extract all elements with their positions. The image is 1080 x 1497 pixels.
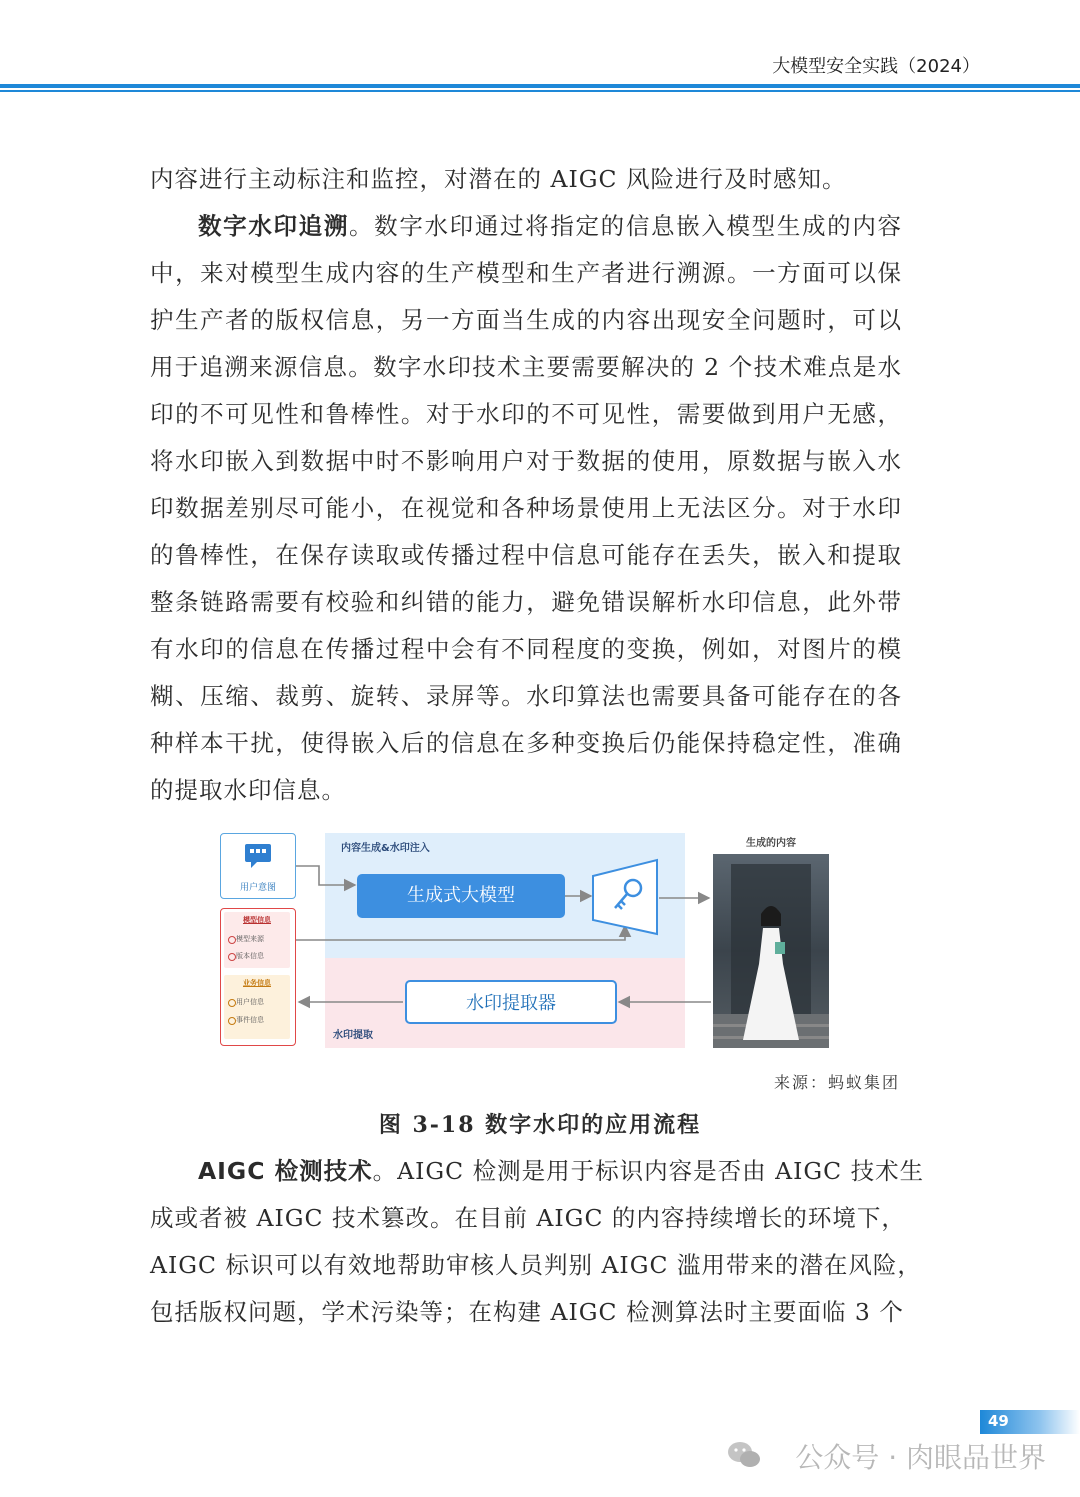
paragraph-line: 中，来对模型生成内容的生产模型和生产者进行溯源。一方面可以保 bbox=[150, 259, 902, 287]
paragraph-line bbox=[150, 203, 902, 250]
business-info-item: 用户信息 bbox=[236, 998, 264, 1006]
header-rule-thick bbox=[0, 84, 1080, 88]
woman-figure-illustration bbox=[713, 854, 829, 1048]
paragraph-line: AIGC 标识可以有效地帮助审核人员判别 AIGC 滥用带来的潜在风险， bbox=[150, 1251, 922, 1279]
paragraph-line: 的提取水印信息。 bbox=[150, 776, 346, 804]
page-number-bar bbox=[980, 1410, 1080, 1434]
paragraph-line: 印数据差别尽可能小，在视觉和各种场景使用上无法区分。对于水印 bbox=[150, 494, 902, 522]
arrow-user-to-model bbox=[296, 866, 355, 885]
figure-caption: 图 3-18 数字水印的应用流程 bbox=[378, 1112, 702, 1138]
paragraph-1 bbox=[150, 156, 902, 203]
generated-image bbox=[713, 854, 829, 1048]
watermark-extractor-box: 水印提取器 bbox=[405, 980, 617, 1024]
paragraph-line: 种样本干扰，使得嵌入后的信息在多种变换后仍能保持稳定性，准确 bbox=[150, 729, 902, 757]
paragraph-text: 。数字水印通过将指定的信息嵌入模型生成的内容 bbox=[349, 212, 902, 240]
figure-source: 来源：蚂蚁集团 bbox=[773, 1073, 900, 1092]
paragraph-lead: AIGC 检测技术 bbox=[198, 1157, 373, 1185]
paragraph-line: 糊、压缩、裁剪、旋转、录屏等。水印算法也需要具备可能存在的各 bbox=[150, 682, 902, 710]
paragraph-line: 内容进行主动标注和监控，对潜在的 AIGC 风险进行及时感知。 bbox=[150, 165, 847, 193]
injection-panel-label: 内容生成&水印注入 bbox=[341, 843, 430, 854]
model-info-title: 模型信息 bbox=[243, 916, 271, 924]
paragraph-text: 。AIGC 检测是用于标识内容是否由 AIGC 技术生 bbox=[372, 1157, 925, 1185]
paragraph-line: 的鲁棒性，在保存读取或传播过程中信息可能存在丢失，嵌入和提取 bbox=[150, 541, 902, 569]
paragraph-line: 用于追溯来源信息。数字水印技术主要需要解决的 2 个技术难点是水 bbox=[150, 353, 902, 381]
page-number: 49 bbox=[988, 1412, 1009, 1430]
model-info-item: 版本信息 bbox=[236, 952, 264, 960]
business-info-title: 业务信息 bbox=[243, 979, 271, 987]
paragraph-line: 整条链路需要有校验和纠错的能力，避免错误解析水印信息，此外带 bbox=[150, 588, 902, 616]
paragraph-line: 护生产者的版权信息，另一方面当生成的内容出现安全问题时，可以 bbox=[150, 306, 902, 334]
header-rule-thin bbox=[0, 90, 1080, 92]
output-label: 生成的内容 bbox=[746, 838, 796, 849]
generative-model-box: 生成式大模型 bbox=[357, 874, 565, 918]
arrow-info-to-key bbox=[296, 926, 625, 940]
paragraph-line: 有水印的信息在传播过程中会有不同程度的变换，例如，对图片的模 bbox=[150, 635, 902, 663]
footer-watermark: 公众号 · 肉眼品世界 bbox=[795, 1441, 1046, 1474]
extraction-panel-label: 水印提取 bbox=[333, 1030, 373, 1041]
header-title: 大模型安全实践（2024） bbox=[772, 56, 980, 77]
paragraph-line bbox=[150, 1148, 925, 1195]
paragraph-line: 包括版权问题，学术污染等；在构建 AIGC 检测算法时主要面临 3 个 bbox=[150, 1298, 904, 1326]
paragraph-line: 将水印嵌入到数据中时不影响用户对于数据的使用，原数据与嵌入水 bbox=[150, 447, 902, 475]
model-info-item: 模型来源 bbox=[236, 935, 264, 943]
user-intent-label: 用户意图 bbox=[239, 883, 276, 893]
paragraph-3 bbox=[150, 1148, 925, 1336]
business-info-item: 事件信息 bbox=[236, 1016, 264, 1024]
wechat-icon bbox=[726, 1440, 762, 1470]
paragraph-line: 印的不可见性和鲁棒性。对于水印的不可见性，需要做到用户无感， bbox=[150, 400, 902, 428]
paragraph-line: 成或者被 AIGC 技术篡改。在目前 AIGC 的内容持续增长的环境下， bbox=[150, 1204, 906, 1232]
watermark-flow-diagram bbox=[215, 818, 845, 1054]
paragraph-lead: 数字水印追溯 bbox=[198, 212, 349, 240]
paragraph-2 bbox=[150, 203, 902, 814]
